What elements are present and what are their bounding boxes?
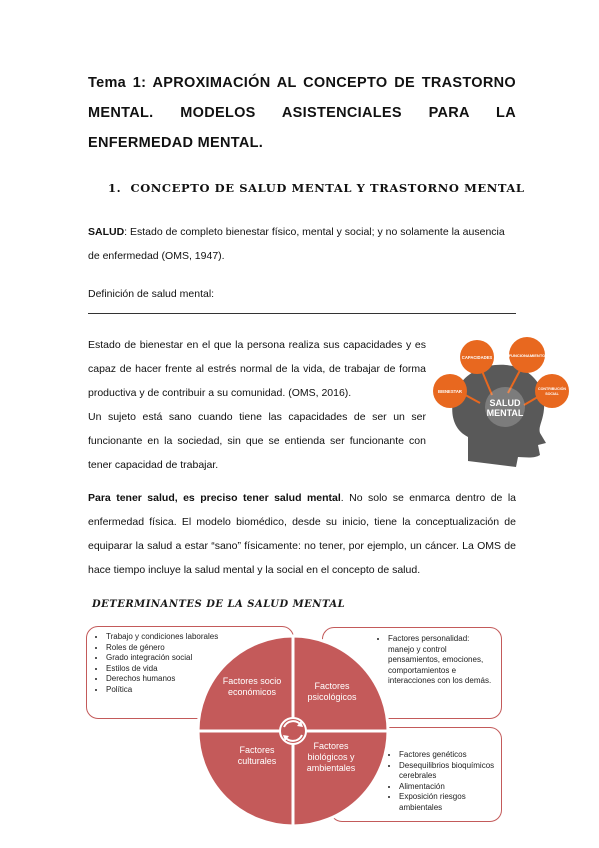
list-item: • Estilos de vida [106, 664, 287, 675]
list-item: • Roles de género [106, 643, 287, 654]
bubble-bienestar: BIENESTAR [438, 389, 462, 394]
quadrant-label-psicologicos: Factores psicológicos [307, 681, 357, 702]
list-item: • Factores genéticos [399, 750, 495, 761]
divider [88, 313, 516, 314]
section-title: CONCEPTO DE SALUD MENTAL Y TRASTORNO MENTAL [130, 181, 525, 195]
quadrant-label-culturales: Factores culturales [237, 745, 277, 766]
salud-mental-head-illustration [430, 333, 570, 473]
paragraph-tener-salud-bold: Para tener salud, es preciso tener salud mental [88, 492, 341, 504]
list-item: • Derechos humanos [106, 674, 287, 685]
salud-term: SALUD [88, 226, 125, 238]
list-item: • Alimentación [399, 782, 495, 793]
paragraph-tener-salud-rest: . No solo se enmarca dentro de la enfermedad física. El modelo biomédico, desde su inicio, tiene la conceptualización de equiparar la salud a estar “sano” físicamente: no tener, por ejemplo, un cáncer. La OMS de hace tiempo incluye la salud mental y la social en el concepto de salud. [88, 492, 516, 576]
definicion-heading: Definición de salud mental: [88, 288, 215, 300]
quadrant-label-socioeconomicos: Factores socio económicos [222, 676, 282, 697]
bubble-contribucion-social: CONTRIBUCIÓN SOCIAL [538, 387, 566, 396]
list-item: • Desequilibrios bioquímicos cerebrales [399, 761, 495, 782]
paragraph-sujeto: Un sujeto está sano cuando tiene las capacidades de ser un ser funcionante en la sociedad, sin que se entienda ser funcionante con tener capacidad de trabajar. [88, 411, 426, 471]
determinantes-circle [193, 631, 393, 831]
bubble-capacidades: CAPACIDADES [461, 355, 493, 360]
salud-text: : Estado de completo bienestar físico, mental y social; y no solamente la ausencia de enfermedad (OMS, 1947). [88, 226, 505, 262]
section-number: 1. [108, 181, 122, 195]
head-center-label-line2: MENTAL [486, 408, 524, 418]
determinantes-title: DETERMINANTES DE LA SALUD MENTAL [92, 599, 346, 610]
paragraph-tener-salud [88, 486, 516, 582]
bubble-funcionamiento: FUNCIONAMIENTO [508, 353, 546, 358]
salud-definition [88, 220, 516, 268]
paragraph-salud-mental [88, 333, 426, 477]
section-heading [108, 181, 525, 195]
list-item: • Grado integración social [106, 653, 287, 664]
list-item: • Política [106, 685, 287, 696]
list-item: • Factores personalidad: manejo y control pensamientos, emociones, comportamientos e interacciones con los demás. [388, 634, 495, 687]
document-title: Tema 1: APROXIMACIÓN AL CONCEPTO DE TRASTORNO MENTAL. MODELOS ASISTENCIALES PARA LA ENFERMEDAD MENTAL. [88, 75, 516, 151]
list-item: • Trabajo y condiciones laborales [106, 632, 287, 643]
head-center-label-line1: SALUD [489, 398, 521, 408]
quadrant-label-biologicos: Factores biológicos y ambientales [306, 741, 356, 773]
list-item: • Exposición riesgos ambientales [399, 792, 495, 813]
paragraph-oms: Estado de bienestar en el que la persona realiza sus capacidades y es capaz de hacer frente al estrés normal de la vida, de trabajar de forma productiva y de contribuir a su comunidad. (OMS, 2016). [88, 339, 426, 399]
